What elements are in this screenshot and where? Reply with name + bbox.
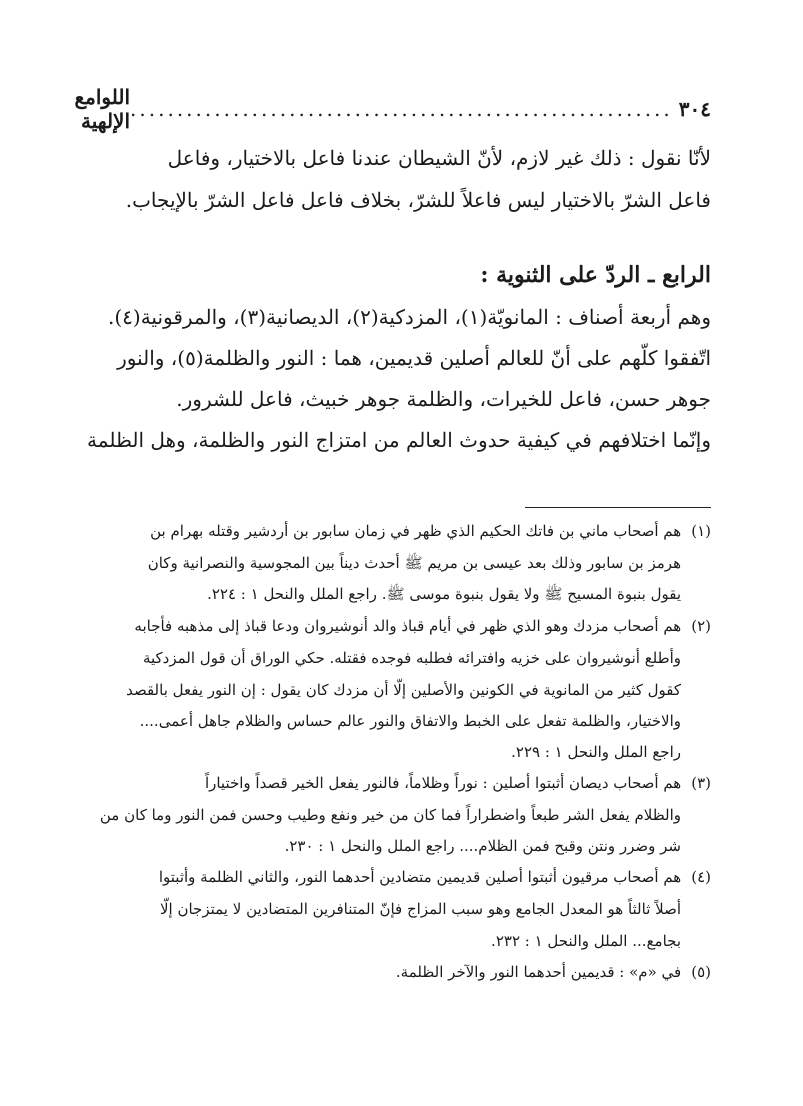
footnote-number: (٥) (691, 963, 711, 981)
footnote-line: يقول بنبوة المسيح ﷺ ولا يقول بنبوة موسى ﷺ. راجع الملل والنحل ١ : ٢٢٤. (207, 585, 681, 603)
footnote-line: راجع الملل والنحل ١ : ٢٢٩. (511, 743, 681, 761)
footnote-line: وأطلع أنوشيروان على خزيه وافترائه فطلبه فوجده فقتله. حكي الوراق أن قول المزدكية (142, 649, 681, 667)
footnote-line: كقول كثير من المانوية في الكونين والأصلين إلّا أن مزدك كان يقول : إن النور يفعل بالقصد (126, 681, 681, 699)
footnote-text: هم أصحاب ديصان أثبتوا أصلين : نوراً وظلاماً، فالنور يفعل الخير قصداً واختياراً (204, 774, 682, 792)
footnote-text: هم أصحاب مرقيون أثبتوا أصلين قديمين متضادين أحدهما النور، والثاني الظلمة وأثبتوا (158, 868, 682, 886)
footnote-separator (525, 507, 711, 508)
footnote-text: هم أصحاب مزدك وهو الذي ظهر في أيام قباذ والد أنوشيروان ودعا قباذ إلى مذهبه فأجابه (134, 617, 682, 635)
footnote-text: في «م» : قديمين أحدهما النور والآخر الظلمة. (395, 963, 682, 981)
footnote-line: هرمز بن سابور وذلك بعد عيسى بن مريم ﷺ أحدث ديناً بين المجوسية والنصرانية وكان (147, 554, 681, 572)
footnote-line: والاختيار، والظلمة تفعل على الخبط والاتفاق والنور عالم حساس والظلام جاهل أعمى.... (139, 712, 681, 730)
footnote-line: والظلام يفعل الشر طبعاً واضطراراً فما كان من خير ونفع وطيب وحسن فمن النور وما كان من (99, 806, 681, 824)
footnote-line (94, 617, 711, 635)
footnote-line (94, 868, 711, 886)
body-line: اتّفقوا كلّهم على أنّ للعالم أصلين قديمين، هما : النور والظلمة(٥)، والنور (117, 346, 711, 370)
footnote-number: (٣) (691, 774, 711, 792)
footnote-line (94, 774, 711, 792)
running-header (74, 85, 711, 133)
page-number: ٣٠٤ (678, 97, 711, 121)
section-heading: الرابع ـ الردّ على الثنوية : (480, 262, 711, 288)
footnote-line: شر وضرر ونتن وقبح فمن الظلام.... راجع الملل والنحل ١ : ٢٣٠. (284, 837, 681, 855)
footnote-line: أصلاً ثالثاً هو المعدل الجامع وهو سبب المزاج فإنّ المتنافرين المتضادين لا يمتزجان إلّا (159, 900, 681, 918)
footnote-number: (١) (691, 522, 711, 540)
body-line: لأنّا نقول : ذلك غير لازم، لأنّ الشيطان عندنا فاعل بالاختيار، وفاعل (167, 146, 711, 170)
footnote-line (94, 963, 711, 981)
footnote-text: هم أصحاب ماني بن فاتك الحكيم الذي ظهر في زمان سابور بن أردشير وقتله بهرام بن (150, 522, 682, 540)
dot-leader: .......................................................... (130, 97, 673, 121)
footnote-line (94, 522, 711, 540)
footnote-number: (٤) (691, 868, 711, 886)
body-line: وإنّما اختلافهم في كيفية حدوث العالم من امتزاج النور والظلمة، وهل الظلمة (87, 428, 711, 452)
running-title: اللوامع الإلهية (74, 85, 131, 133)
body-line: وهم أربعة أصناف : المانويّة(١)، المزدكية(٢)، الديصانية(٣)، والمرقونية(٤). (107, 305, 711, 329)
footnote-line: بجامع... الملل والنحل ١ : ٢٣٢. (491, 932, 681, 950)
body-line: فاعل الشرّ بالاختيار ليس فاعلاً للشرّ، بخلاف فاعل فاعل الشرّ بالإيجاب. (125, 188, 711, 212)
footnote-number: (٢) (691, 617, 711, 635)
body-line: جوهر حسن، فاعل للخيرات، والظلمة جوهر خبيث، فاعل للشرور. (176, 387, 711, 411)
